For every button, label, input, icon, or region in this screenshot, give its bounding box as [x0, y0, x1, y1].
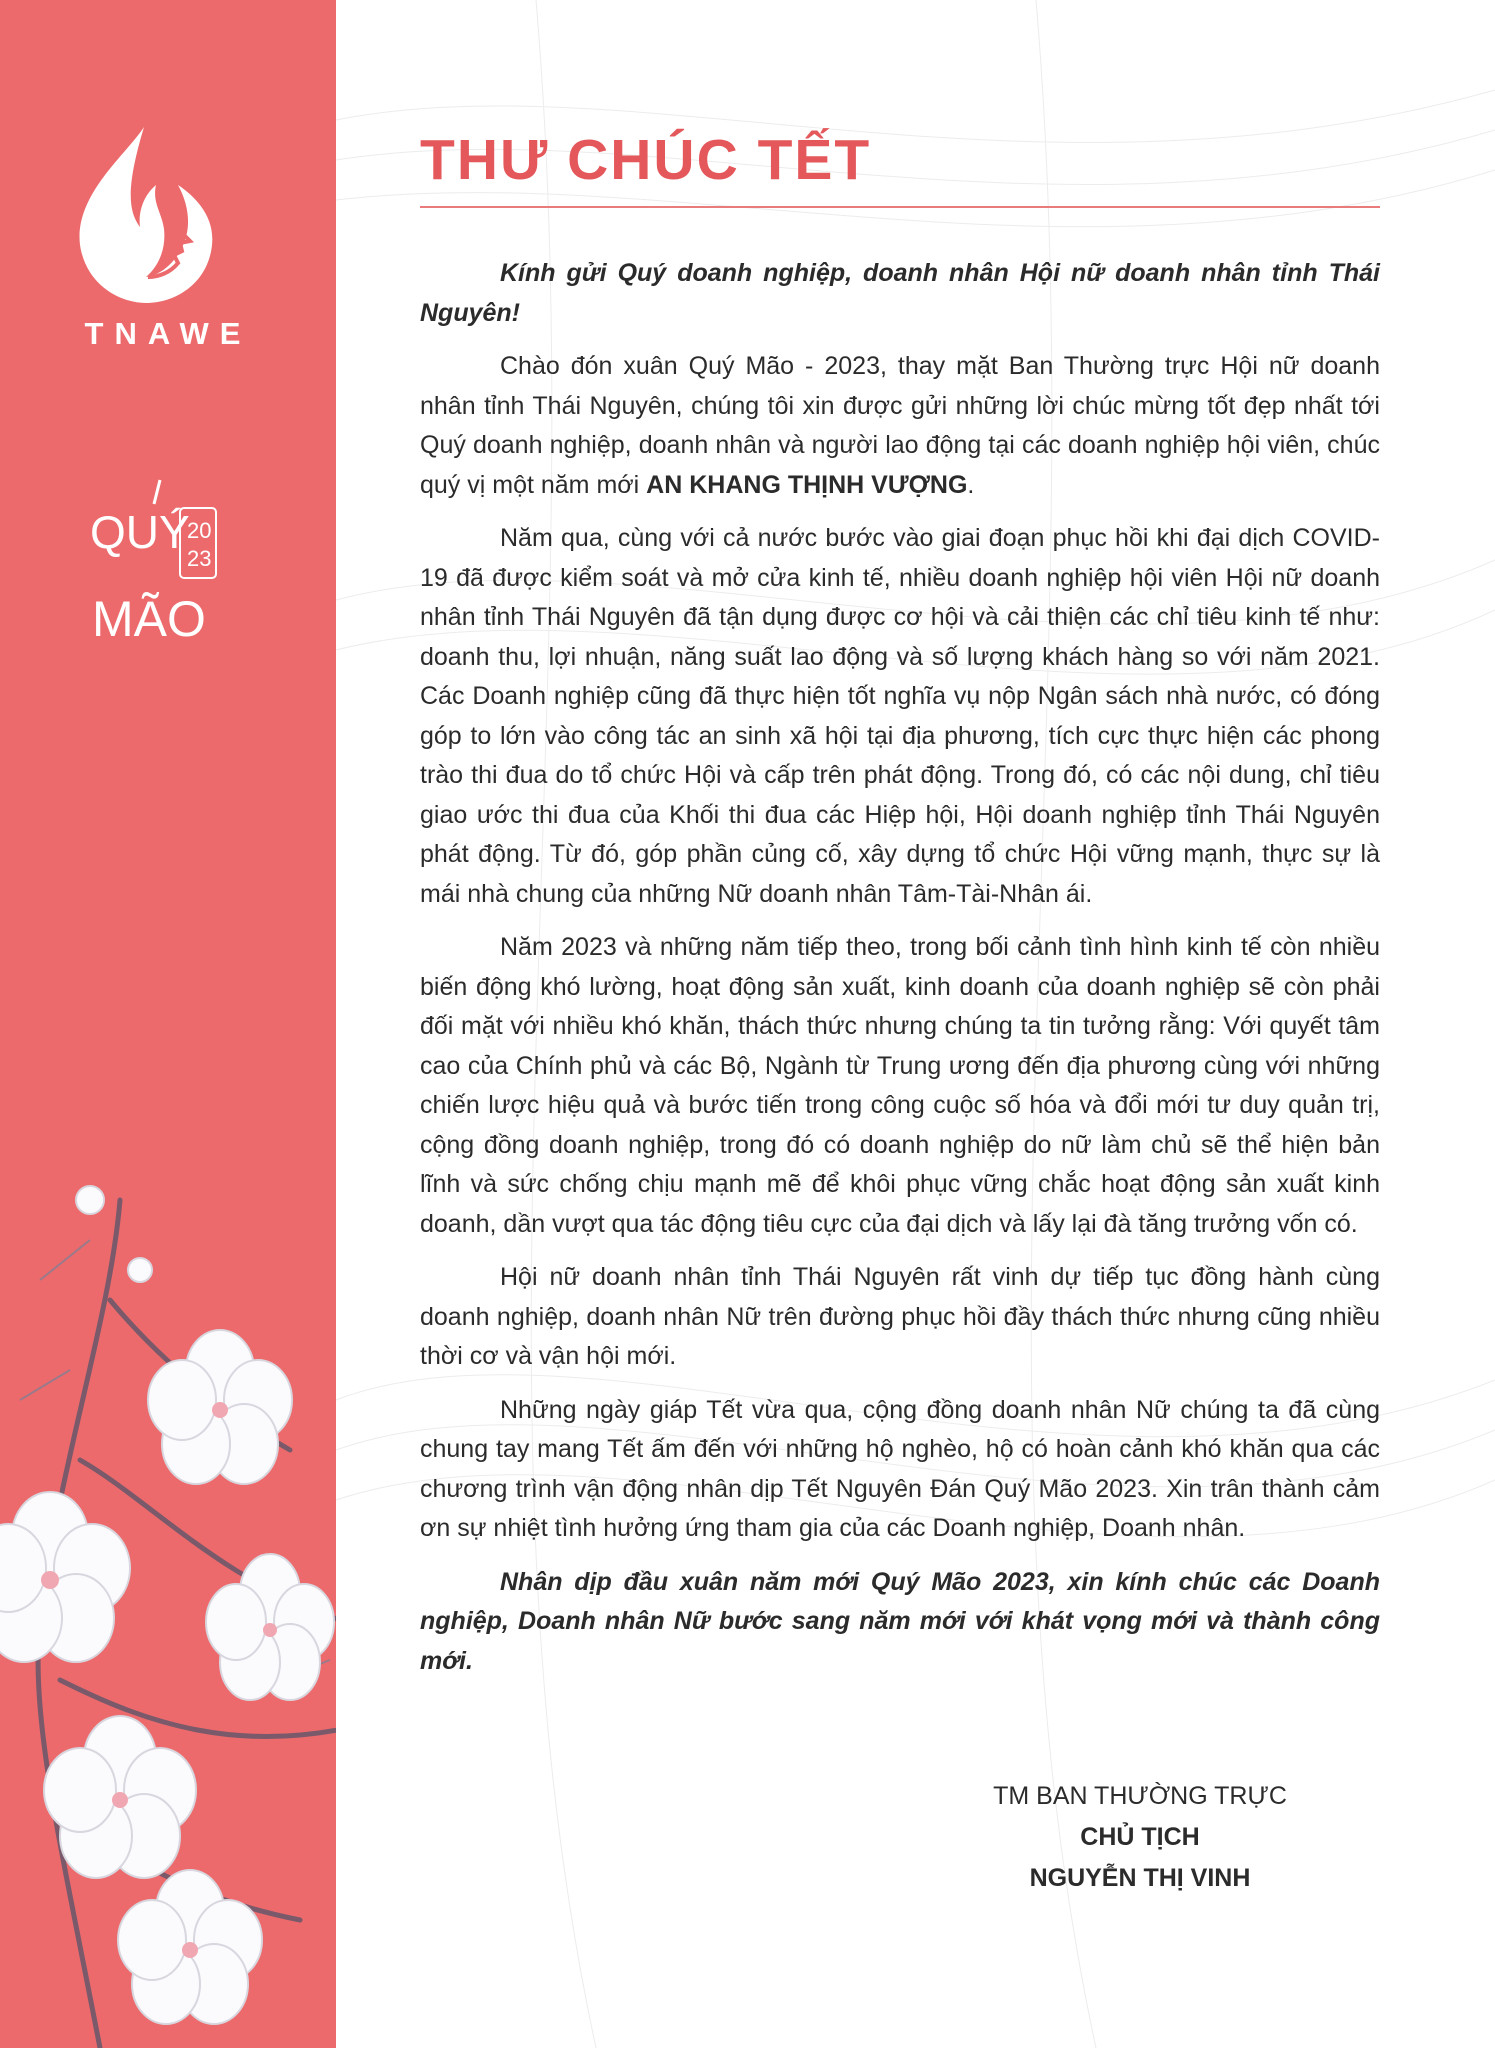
- signature-name: NGUYỄN THỊ VINH: [1029, 1864, 1251, 1892]
- salutation: Kính gửi Quý doanh nghiệp, doanh nhân Hội nữ doanh nhân tỉnh Thái Nguyên!: [420, 259, 1380, 327]
- badge-word-top: QUÝ: [90, 506, 190, 558]
- sidebar: [0, 0, 336, 2048]
- paragraph-2: Năm qua, cùng với cả nước bước vào giai đoạn phục hồi khi đại dịch COVID-19 đã được kiểm soát và mở cửa kinh tế, nhiều doanh nghiệp hội viên Hội nữ doanh nhân tỉnh Thái Nguyên đã tận dụng được cơ hội và cải thiện các chỉ tiêu kinh tế như: doanh thu, lợi nhuận, năng suất lao động và số lượng khách hàng so với năm 2021. Các Doanh nghiệp cũng đã thực hiện tốt nghĩa vụ nộp Ngân sách nhà nước, có đóng góp to lớn vào công tác an sinh xã hội tại địa phương, tích cực thực hiện các phong trào thi đua do tổ chức Hội và cấp trên phát động. Trong đó, có các nội dung, chỉ tiêu giao ước thi đua của Khối thi đua các Hiệp hội, Hội doanh nghiệp tỉnh Thái Nguyên phát động. Từ đó, góp phần củng cố, xây dựng tổ chức Hội vững mạnh, thực sự là mái nhà chung của những Nữ doanh nhân Tâm-Tài-Nhân ái.: [420, 524, 1380, 908]
- badge-year-top: 20: [187, 518, 212, 543]
- paragraph-3: Năm 2023 và những năm tiếp theo, trong bối cảnh tình hình kinh tế còn nhiều biến động khó lường, hoạt động sản xuất, kinh doanh của doanh nghiệp sẽ còn phải đối mặt với nhiều khó khăn, thách thức nhưng chúng ta tin tưởng rằng: Với quyết tâm cao của Chính phủ và các Bộ, Ngành từ Trung ương đến địa phương cùng với những chiến lược hiệu quả và bước tiến trong công cuộc số hóa và đổi mới tư duy quản trị, cộng đồng doanh nghiệp, trong đó có doanh nghiệp do nữ làm chủ sẽ thể hiện bản lĩnh và sức chống chịu mạnh mẽ để khôi phục vững chắc hoạt động sản xuất kinh doanh, dần vượt qua tác động tiêu cực của đại dịch và lấy lại đà tăng trưởng vốn có.: [420, 933, 1380, 1238]
- signature-block: [900, 1776, 1380, 1899]
- signature-title: CHỦ TỊCH: [1080, 1823, 1200, 1851]
- paragraph-1: [420, 347, 1380, 505]
- paragraph-1-highlight: AN KHANG THỊNH VƯỢNG: [646, 470, 968, 499]
- paragraph-5: Những ngày giáp Tết vừa qua, cộng đồng doanh nhân Nữ chúng ta đã cùng chung tay mang Tết ấm đến với những hộ nghèo, hộ có hoàn cảnh khó khăn qua các chương trình vận động nhân dịp Tết Nguyên Đán Quý Mão 2023. Xin trân thành cảm ơn sự nhiệt tình hưởng ứng tham gia của các Doanh nghiệp, Doanh nhân.: [420, 1395, 1380, 1542]
- badge-word-bottom: MÃO: [92, 591, 206, 647]
- paragraph-4: Hội nữ doanh nhân tỉnh Thái Nguyên rất vinh dự tiếp tục đồng hành cùng doanh nghiệp, doanh nhân Nữ trên đường phục hồi đầy thách thức nhưng cũng nhiều thời cơ và vận hội mới.: [420, 1263, 1380, 1370]
- letter-title: THƯ CHÚC TẾT: [420, 128, 872, 192]
- letter-body: [420, 254, 1380, 1681]
- badge-year-bottom: 23: [187, 546, 212, 571]
- closing-wish: Nhân dịp đầu xuân năm mới Quý Mão 2023, xin kính chúc các Doanh nghiệp, Doanh nhân Nữ bước sang năm mới với khát vọng mới và thành công mới.: [420, 1567, 1380, 1675]
- paragraph-1-text: Chào đón xuân Quý Mão - 2023, thay mặt Ban Thường trực Hội nữ doanh nhân tỉnh Thái Nguyên, chúng tôi xin được gửi những lời chúc mừng tốt đẹp nhất tới Quý doanh nghiệp, doanh nhân và người lao động tại các doanh nghiệp hội viên, chúc quý vị một năm mới: [420, 352, 1380, 499]
- cherry-blossom-branch-icon: [0, 1160, 336, 2048]
- paragraph-1-end: .: [967, 470, 975, 499]
- logo-wordmark: TNAWE: [84, 316, 252, 351]
- tnawe-logo-icon: [68, 125, 220, 305]
- signature-role: TM BAN THƯỜNG TRỰC: [993, 1782, 1287, 1810]
- title-divider: [420, 206, 1380, 208]
- quy-mao-2023-badge: [88, 470, 218, 650]
- letter-content: [420, 120, 1380, 1695]
